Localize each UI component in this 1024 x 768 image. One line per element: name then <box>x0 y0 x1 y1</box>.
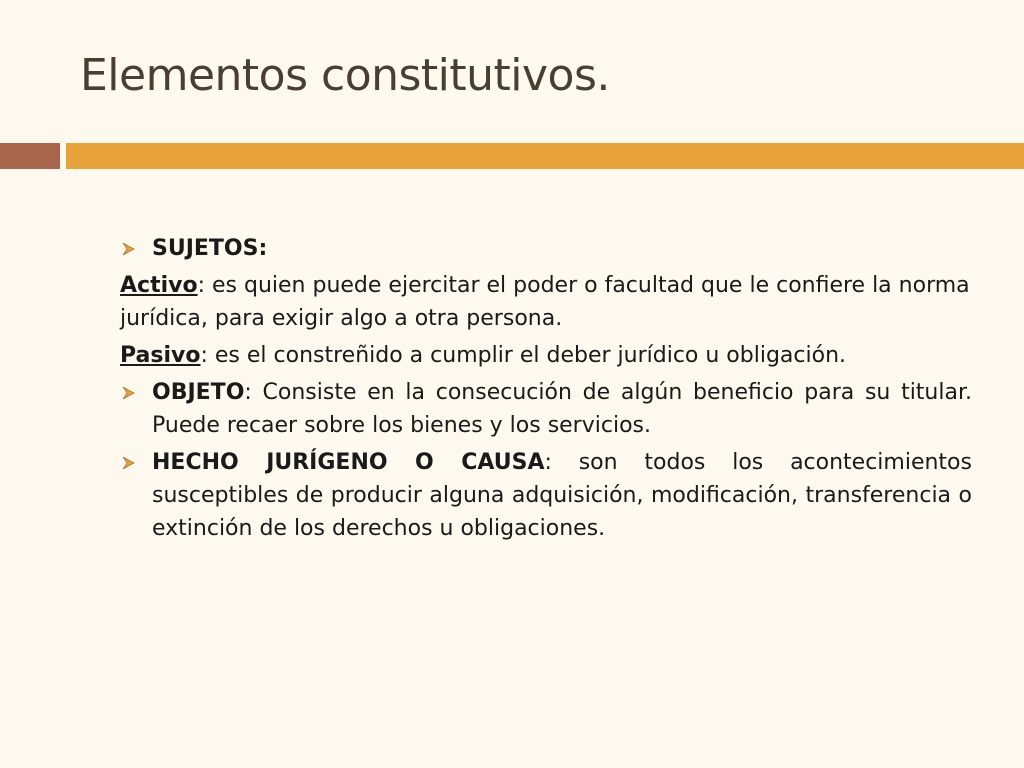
bullet-objeto <box>120 376 972 442</box>
slide-content <box>120 232 972 549</box>
activo-term: Activo <box>120 273 198 298</box>
title-accent-bar-left <box>0 143 60 169</box>
pasivo-text: : es el constreñido a cumplir el deber jurídico u obligación. <box>200 343 847 368</box>
sujetos-heading: SUJETOS: <box>152 236 268 261</box>
arrowhead-checkmark-icon <box>122 242 136 256</box>
arrowhead-checkmark-icon <box>122 386 136 400</box>
pasivo-term: Pasivo <box>120 343 201 368</box>
objeto-term: OBJETO <box>152 380 245 405</box>
bullet-sujetos <box>120 232 972 265</box>
hecho-term: HECHO JURÍGENO O CAUSA <box>152 450 545 475</box>
slide-title: Elementos constitutivos. <box>80 50 610 101</box>
paragraph-pasivo <box>120 339 972 372</box>
arrowhead-checkmark-icon <box>122 456 136 470</box>
hecho-text: : son todos los acontecimientos susceptibles de producir alguna adquisición, modificación, transferencia o extinción de los derechos u obligaciones. <box>152 450 972 541</box>
bullet-hecho-jurigeno <box>120 446 972 545</box>
title-accent-bar-right <box>66 143 1024 169</box>
activo-text: : es quien puede ejercitar el poder o facultad que le confiere la norma jurídica, para exigir algo a otra persona. <box>120 273 970 331</box>
paragraph-activo <box>120 269 972 335</box>
objeto-text: : Consiste en la consecución de algún beneficio para su titular. Puede recaer sobre los bienes y los servicios. <box>152 380 972 438</box>
